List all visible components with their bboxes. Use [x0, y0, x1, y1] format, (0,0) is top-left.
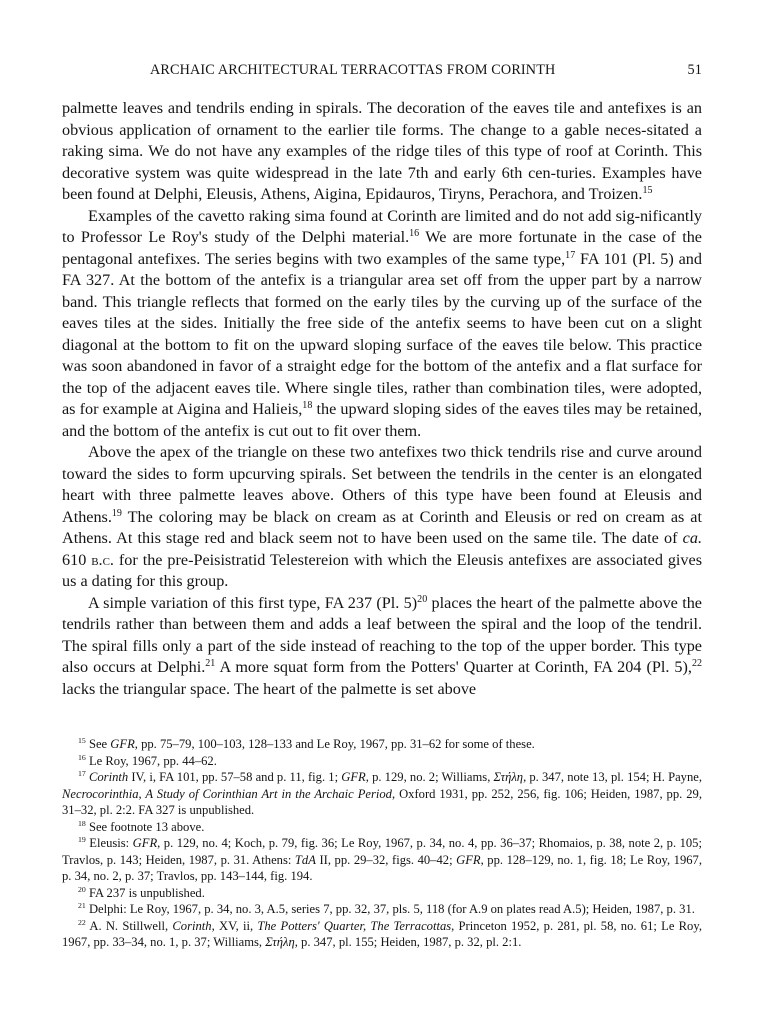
- italic-title: Necrocorinthia, A Study of Corinthian Art in the Archaic Period: [62, 786, 392, 801]
- footnote-21: [62, 901, 702, 918]
- text-run: The coloring may be black on cream as at Corinth and Eleusis or red on cream as at Athens. At this stage red and black seem not to have been used on the same tile. The date of: [62, 507, 702, 547]
- italic-title: GFR: [341, 770, 366, 784]
- footnotes: [62, 736, 702, 951]
- footnote-number: 17: [78, 769, 86, 779]
- footnote-number: 22: [78, 917, 86, 927]
- footnote-number: 18: [78, 818, 86, 828]
- italic-title: GFR: [456, 852, 481, 867]
- greek-title: Στήλη: [493, 770, 524, 784]
- footnote-18: [62, 819, 702, 836]
- footnote-ref-18[interactable]: 18: [302, 399, 313, 411]
- text-run: IV, i, FA 101, pp. 57–58 and p. 11, fig. 1;: [128, 770, 342, 784]
- footnote-number: 15: [78, 736, 86, 746]
- italic-title: The Potters' Quarter, The Terracottas: [257, 918, 452, 933]
- text-run: , Oxford 1931, pp. 252, 256, fig. 106; Heiden, 1987, pp. 29, 31–32, pl. 2:2. FA 327 is unpublished.: [62, 786, 702, 817]
- italic-title: TdA: [294, 852, 316, 867]
- italic-title: Corinth: [172, 918, 212, 933]
- footnote-ref-15[interactable]: 15: [642, 184, 653, 196]
- text-run: II, pp. 29–32, figs. 40–42;: [315, 852, 457, 867]
- footnote-15: [62, 736, 702, 753]
- italic-title: Corinth: [88, 770, 129, 784]
- text-run: , pp. 128–129, no. 1, fig. 18; Le Roy, 1967, p. 34, no. 2, p. 37; Travlos, pp. 143–144, fig. 194.: [62, 852, 702, 883]
- text-run: palmette leaves and tendrils ending in spirals. The decoration of the eaves tile and antefixes is an obvious application of ornament to the earlier tile forms. The change to a gable neces-sitated a raking sima. We do not have any examples of the ridge tiles of this type of roof at Corinth. This decorative system was quite widespread in the late 7th and early 6th cen-turies. Examples have been found at Delphi, Eleusis, Athens, Aigina, Epidauros, Tiryns, Perachora, and Troizen.: [62, 99, 702, 203]
- footnote-20: [62, 885, 702, 902]
- text-run: places the heart of the palmette above the tendrils rather than between them and adds a leaf between the spiral and the loop of the tendril. The spiral fills only a part of the side instead of reaching to the top of the upper border. This type also occurs at Delphi.: [62, 593, 702, 676]
- footnote-ref-20[interactable]: 20: [417, 593, 428, 605]
- text-run: lacks the triangular space. The heart of the palmette is set above: [62, 679, 477, 698]
- paragraph-1: [62, 98, 702, 206]
- text-run: See footnote 13 above.: [85, 819, 205, 834]
- text-run: , p. 347, note 13, pl. 154; H. Payne,: [523, 770, 702, 784]
- text-run: A more squat form from the Potters' Quarter at Corinth, FA 204 (Pl. 5),: [215, 658, 692, 676]
- text-run: Eleusis:: [85, 836, 133, 850]
- paragraph-2: [62, 206, 702, 443]
- footnote-ref-19[interactable]: 19: [111, 507, 122, 519]
- footnote-number: 21: [78, 901, 86, 911]
- footnote-number: 16: [78, 752, 86, 762]
- footnote-17: [62, 769, 702, 819]
- text-run: A. N. Stillwell,: [85, 918, 173, 933]
- text-run: , p. 129, no. 4; Koch, p. 79, fig. 36; Le Roy, 1967, p. 34, no. 4, pp. 36–37; Rhomaios, p. 38, note 2, p. 105; Travlos, p. 143; Heiden, 1987, p. 31. Athens:: [62, 836, 702, 867]
- footnote-number: 20: [78, 884, 86, 894]
- footnote-ref-21[interactable]: 21: [205, 657, 216, 669]
- italic-title: GFR: [110, 737, 135, 751]
- page-number: 51: [687, 62, 702, 78]
- footnote-ref-16[interactable]: 16: [409, 227, 420, 239]
- text-run: We are more fortunate in the case of the pentagonal antefixes. The series begins with two examples of the same type,: [62, 228, 702, 268]
- text-run: , XV, ii,: [211, 918, 258, 933]
- footnote-number: 19: [78, 835, 86, 845]
- text-run: Above the apex of the triangle on these two antefixes two thick tendrils rise and curve around toward the sides to form upcurving spirals. Set between the tendrils in the center is an elongated heart with three palmette leaves above. Others of this type have been found at Eleusis and Athens.: [62, 443, 702, 526]
- footnote-16: [62, 753, 702, 770]
- footnote-19: [62, 835, 702, 885]
- main-text: [62, 98, 702, 700]
- text-run: , pp. 75–79, 100–103, 128–133 and Le Roy, 1967, pp. 31–62 for some of these.: [134, 737, 535, 751]
- text-run: 610: [62, 550, 92, 569]
- italic-abbrev: ca.: [682, 529, 702, 547]
- paragraph-3: [62, 442, 702, 593]
- text-run: , p. 129, no. 2; Williams,: [365, 770, 494, 784]
- text-run: , Princeton 1952, p. 281, pl. 58, no. 61; Le Roy, 1967, pp. 33–34, no. 1, p. 37; Williams,: [62, 918, 702, 949]
- italic-title: GFR: [132, 836, 158, 850]
- footnote-22: [62, 918, 702, 951]
- text-run: FA 101 (Pl. 5) and FA 327. At the bottom of the antefix is a triangular area set off from the upper part by a narrow band. This triangle reflects that formed on the early tiles by the curving up of the surface of the eaves tiles at the sides. Initially the free side of the antefix seems to have been cut on a slight diagonal at the bottom to fit on the upward sloping surface of the eaves tile below. This practice was soon abandoned in favor of a straight edge for the bottom of the antefix and a flat surface for the top of the adjacent eaves tile. Where single tiles, rather than combination tiles, were adopted, as for example at Aigina and Halieis,: [62, 249, 702, 418]
- text-run: Delphi: Le Roy, 1967, p. 34, no. 3, A.5, series 7, pp. 32, 37, pls. 5, 118 (for A.9 on plates read A.5); Heiden, 1987, p. 31.: [85, 902, 695, 916]
- running-title: ARCHAIC ARCHITECTURAL TERRACOTTAS FROM CORINTH: [150, 62, 556, 78]
- running-header: [62, 62, 702, 82]
- footnote-ref-17[interactable]: 17: [565, 249, 576, 261]
- text-run: the upward sloping sides of the eaves tiles may be retained, and the bottom of the antefix is cut out to fit over them.: [62, 400, 703, 440]
- greek-title: Στήλη: [265, 935, 295, 949]
- text-run: Examples of the cavetto raking sima found at Corinth are limited and do not add sig-nificantly to Professor Le Roy's study of the Delphi material.: [62, 206, 702, 246]
- era-abbrev: b.c.: [91, 550, 114, 569]
- paragraph-4: [62, 593, 702, 701]
- text-run: , p. 347, pl. 155; Heiden, 1987, p. 32, pl. 2:1.: [294, 935, 522, 949]
- text-run: FA 237 is unpublished.: [85, 885, 205, 900]
- text-run: for the pre-Peisistratid Telestereion with which the Eleusis antefixes are associated gives us a dating for this group.: [62, 550, 702, 590]
- text-run: A simple variation of this first type, FA 237 (Pl. 5): [88, 593, 418, 612]
- text-run: Le Roy, 1967, pp. 44–62.: [85, 753, 217, 768]
- footnote-ref-22[interactable]: 22: [691, 657, 702, 669]
- text-run: See: [85, 737, 111, 751]
